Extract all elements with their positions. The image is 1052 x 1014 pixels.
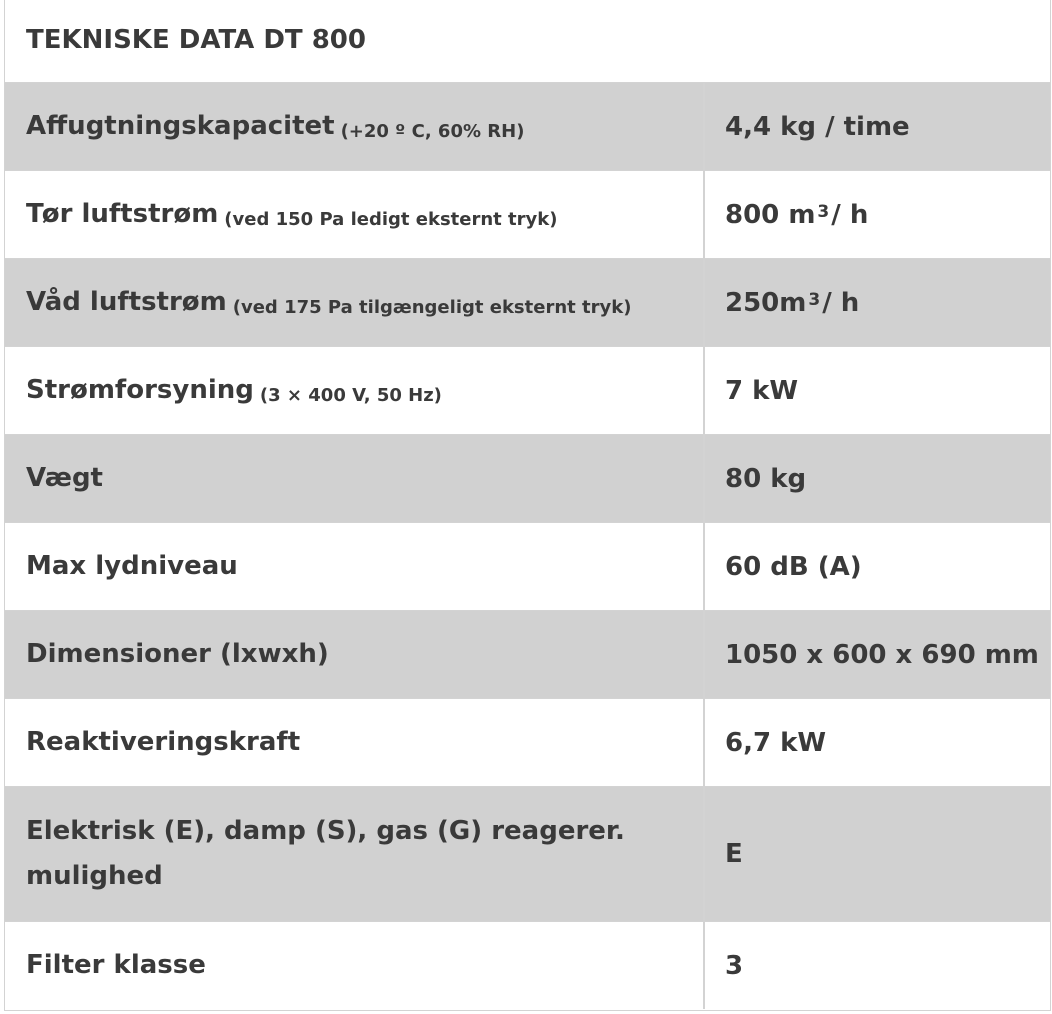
row-label: Tør luftstrøm bbox=[26, 199, 219, 229]
row-value: 60 dB (A) bbox=[725, 551, 862, 582]
table-row bbox=[5, 611, 1050, 699]
row-label: Affugtningskapacitet bbox=[26, 111, 335, 141]
row-label: Elektrisk (E), damp (S), gas (G) reagerer. mulighed bbox=[5, 787, 705, 921]
table-row bbox=[5, 259, 1050, 347]
table-row bbox=[5, 787, 1050, 922]
table-row bbox=[5, 922, 1050, 1009]
row-value-superscript: 3 bbox=[817, 201, 830, 222]
row-value: 800 m bbox=[725, 199, 816, 230]
row-value: 6,7 kW bbox=[725, 727, 827, 758]
row-label-cell bbox=[5, 83, 705, 170]
row-note: (ved 175 Pa tilgængeligt eksternt tryk) bbox=[232, 297, 632, 318]
table-row bbox=[5, 171, 1050, 259]
table-row bbox=[5, 523, 1050, 611]
row-label: Vægt bbox=[5, 435, 705, 522]
row-label-cell bbox=[5, 347, 705, 434]
technical-data-table bbox=[4, 0, 1051, 1011]
row-value-superscript: 3 bbox=[808, 289, 821, 310]
row-label: Våd luftstrøm bbox=[26, 287, 227, 317]
row-value: 80 kg bbox=[725, 463, 807, 494]
row-value-unit: / h bbox=[822, 287, 860, 318]
row-note: (+20 º C, 60% RH) bbox=[340, 121, 525, 142]
row-value: 7 kW bbox=[725, 375, 799, 406]
row-value: 1050 x 600 x 690 mm bbox=[725, 639, 1039, 670]
row-label: Dimensioner (lxwxh) bbox=[5, 611, 705, 698]
row-label-cell bbox=[5, 259, 705, 346]
row-value: E bbox=[725, 839, 743, 869]
row-label-cell bbox=[5, 171, 705, 258]
row-value-cell bbox=[705, 259, 1050, 346]
table-row bbox=[5, 83, 1050, 171]
table-row bbox=[5, 699, 1050, 787]
row-value: 250m bbox=[725, 287, 807, 318]
row-value: 3 bbox=[725, 950, 744, 981]
row-value-cell bbox=[705, 171, 1050, 258]
row-value: 4,4 kg / time bbox=[725, 111, 910, 142]
row-label: Max lydniveau bbox=[5, 523, 705, 610]
row-note: (3 × 400 V, 50 Hz) bbox=[259, 385, 442, 406]
row-value-unit: / h bbox=[831, 199, 869, 230]
table-row bbox=[5, 435, 1050, 523]
row-label: Filter klasse bbox=[5, 922, 705, 1009]
table-row bbox=[5, 347, 1050, 435]
row-note: (ved 150 Pa ledigt eksternt tryk) bbox=[224, 209, 558, 230]
table-title: TEKNISKE DATA DT 800 bbox=[5, 0, 1050, 83]
row-label: Reaktiveringskraft bbox=[5, 699, 705, 786]
row-label: Strømforsyning bbox=[26, 375, 254, 405]
